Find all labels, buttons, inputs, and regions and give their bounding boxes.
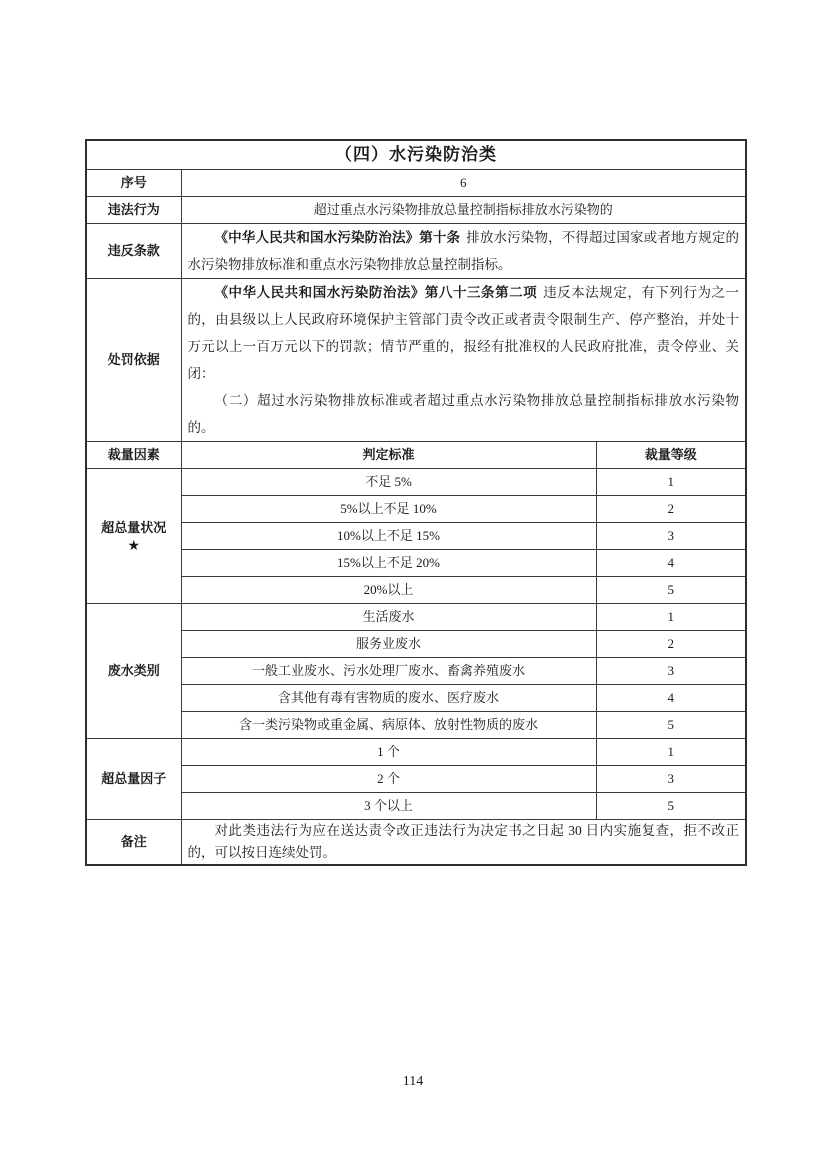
table-row	[86, 577, 746, 604]
level-cell: 2	[596, 631, 746, 658]
level-cell: 5	[596, 793, 746, 820]
criteria-cell: 生活废水	[181, 604, 596, 631]
serial-number-value: 6	[181, 170, 746, 197]
remark-label: 备注	[86, 820, 181, 866]
level-cell: 2	[596, 496, 746, 523]
level-cell: 3	[596, 766, 746, 793]
criteria-cell: 20%以上	[181, 577, 596, 604]
level-cell: 5	[596, 712, 746, 739]
factor-over-total-status	[86, 469, 181, 604]
violated-clause-label: 违反条款	[86, 224, 181, 279]
table-row	[86, 766, 746, 793]
level-cell: 3	[596, 658, 746, 685]
criteria-cell: 一般工业废水、污水处理厂废水、畜禽养殖废水	[181, 658, 596, 685]
table-row	[86, 279, 746, 442]
criteria-cell: 服务业废水	[181, 631, 596, 658]
remark-paragraph: 对此类违法行为应在送达责令改正违法行为决定书之日起 30 日内实施复查，拒不改正的，可以按日连续处罚。	[187, 823, 740, 860]
criteria-cell: 含一类污染物或重金属、病原体、放射性物质的废水	[181, 712, 596, 739]
penalty-item-paragraph: （二）超过水污染物排放标准或者超过重点水污染物排放总量控制指标排放水污染物的。	[187, 393, 740, 435]
table-row	[86, 496, 746, 523]
level-cell: 1	[596, 469, 746, 496]
illegal-behavior-label: 违法行为	[86, 197, 181, 224]
criteria-cell: 5%以上不足 10%	[181, 496, 596, 523]
table-row	[86, 712, 746, 739]
section-title: （四）水污染防治类	[86, 140, 746, 170]
table-row	[86, 170, 746, 197]
table-row	[86, 685, 746, 712]
level-cell: 3	[596, 523, 746, 550]
illegal-behavior-value: 超过重点水污染物排放总量控制指标排放水污染物的	[181, 197, 746, 224]
criteria-cell: 15%以上不足 20%	[181, 550, 596, 577]
serial-number-label: 序号	[86, 170, 181, 197]
clause-text: 排放水污染物，不得超过国家或者地方规定的水污染物排放标准和重点水污染物排放总量控制指标。	[187, 230, 740, 272]
criteria-cell: 含其他有毒有害物质的废水、医疗废水	[181, 685, 596, 712]
discretion-standard-table	[85, 139, 747, 866]
level-cell: 4	[596, 550, 746, 577]
level-cell: 5	[596, 577, 746, 604]
page-number: 114	[402, 1074, 424, 1089]
table-row	[86, 658, 746, 685]
penalty-paragraph	[188, 279, 740, 387]
punishment-basis-label: 处罚依据	[86, 279, 181, 442]
punishment-basis-content	[181, 279, 746, 442]
header-criteria: 判定标准	[181, 442, 596, 469]
remark-content	[181, 820, 746, 866]
penalty-law-title: 《中华人民共和国水污染防治法》第八十三条第二项	[214, 285, 538, 300]
criteria-cell: 1 个	[181, 739, 596, 766]
criteria-cell: 3 个以上	[181, 793, 596, 820]
factor-label: 超总量状况	[101, 519, 167, 535]
table-row	[86, 604, 746, 631]
table-row	[86, 631, 746, 658]
star-icon: ★	[127, 537, 141, 554]
criteria-cell: 10%以上不足 15%	[181, 523, 596, 550]
level-cell: 1	[596, 604, 746, 631]
table-row	[86, 550, 746, 577]
penalty-text: 违反本法规定，有下列行为之一的，由县级以上人民政府环境保护主管部门责令改正或者责令限制生产、停产整治，并处十万元以上一百万元以下的罚款；情节严重的，报经有批准权的人民政府批准，责令停业、关闭：	[187, 285, 740, 381]
table-row	[86, 820, 746, 866]
table-row	[86, 224, 746, 279]
table-row	[86, 793, 746, 820]
table-header-row	[86, 442, 746, 469]
table-row	[86, 197, 746, 224]
table-row	[86, 739, 746, 766]
table-row	[86, 523, 746, 550]
clause-law-title: 《中华人民共和国水污染防治法》第十条	[214, 230, 461, 245]
clause-paragraph	[188, 224, 740, 278]
header-level: 裁量等级	[596, 442, 746, 469]
table-row	[86, 140, 746, 170]
level-cell: 4	[596, 685, 746, 712]
violated-clause-content	[181, 224, 746, 279]
level-cell: 1	[596, 739, 746, 766]
header-factor: 裁量因素	[86, 442, 181, 469]
factor-wastewater-category: 废水类别	[86, 604, 181, 739]
criteria-cell: 2 个	[181, 766, 596, 793]
factor-over-total-factors: 超总量因子	[86, 739, 181, 820]
table-row	[86, 469, 746, 496]
criteria-cell: 不足 5%	[181, 469, 596, 496]
